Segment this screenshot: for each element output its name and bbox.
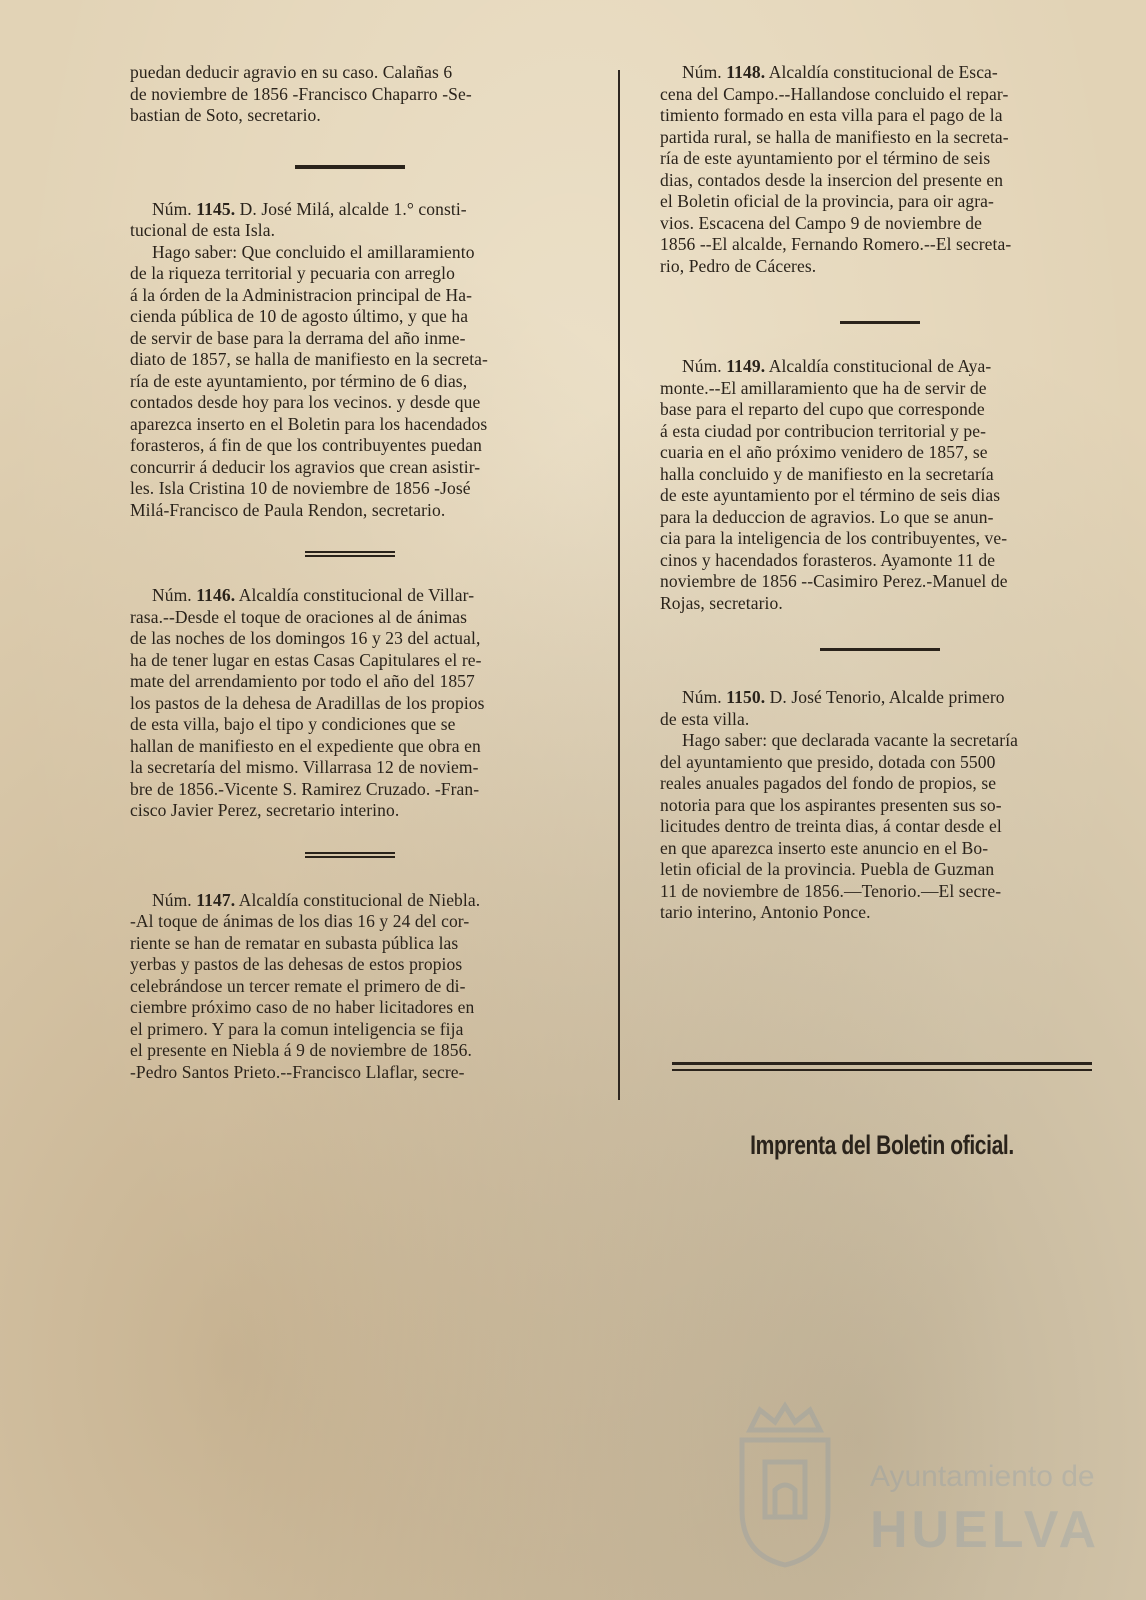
notice-line: bastian de Soto, secretario. (130, 105, 321, 125)
notice-line: cuaria en el año próximo venidero de 1857, se (660, 442, 988, 462)
notice-line: la secretaría del mismo. Villarrasa 12 de noviem- (130, 757, 479, 777)
notice-line: del ayuntamiento que presido, dotada con 5500 (660, 751, 996, 772)
notice-number-label: Núm. (152, 889, 192, 910)
notice-line: diato de 1857, se halla de manifiesto en la secreta- (130, 349, 488, 369)
notice-line: Alcaldía constitucional de Esca- (768, 62, 998, 82)
notice-line: letin oficial de la provincia. Puebla de Guzman (660, 859, 995, 879)
column-divider (618, 70, 620, 1100)
notice-1150 (660, 687, 1100, 924)
notice-number: 1145. (196, 198, 236, 219)
notice-line: timiento formado en esta villa para el pago de la (660, 105, 1003, 125)
notice-line: el primero. Y para la comun inteligencia se fija (130, 1018, 464, 1039)
notice-line: dias, contados desde la insercion del presente en (660, 169, 1004, 190)
notice-line: ciembre próximo caso de no haber licitadores en (130, 997, 475, 1017)
notice-line: á la órden de la Administracion principal de Ha- (130, 284, 473, 305)
notice-line: Milá-Francisco de Paula Rendon, secretario. (130, 499, 446, 520)
notice-line: -Al toque de ánimas de los dias 16 y 24 del cor- (130, 911, 470, 931)
notice-number: 1147. (196, 889, 236, 910)
notice-line: -Pedro Santos Prieto.--Francisco Llaflar, secre- (130, 1061, 465, 1082)
right-column (660, 62, 1100, 924)
notice-line: de noviembre de 1856 -Francisco Chaparro -Se- (130, 83, 472, 104)
notice-line: cienda pública de 10 de agosto último, y que ha (130, 306, 469, 326)
imprint-line: Imprenta del Boletin oficial. (750, 1130, 1014, 1160)
notice-line: vios. Escacena del Campo 9 de noviembre de (660, 212, 983, 233)
watermark-line-1: Ayuntamiento de (870, 1460, 1095, 1493)
notice-line: tario interino, Antonio Ponce. (660, 902, 871, 922)
notice-line: para la deduccion de agravios. Lo que se anun- (660, 506, 994, 527)
notice-line: concurrir á deducir los agravios que crean asistir- (130, 456, 481, 477)
notice-1145 (130, 199, 570, 522)
notice-line: 1856 --El alcalde, Fernando Romero.--El secreta- (660, 234, 1012, 254)
notice-line: Alcaldía constitucional de Aya- (768, 356, 992, 376)
notice-line: Hago saber: que declarada vacante la secretaría (682, 730, 1019, 750)
notice-line: monte.--El amillaramiento que ha de servir de (660, 377, 987, 398)
notice-line: de la riqueza territorial y pecuaria con arreglo (130, 263, 455, 283)
notice-number: 1146. (196, 585, 236, 605)
notice-line: los pastos de la dehesa de Aradillas de los propios (130, 692, 485, 713)
notice-line: base para el reparto del cupo que corresponde (660, 399, 985, 419)
notice-line: halla concluido y de manifiesto en la secretaría (660, 463, 994, 484)
notice-line: 11 de noviembre de 1856.—Tenorio.—El secre- (660, 880, 1002, 901)
notice-line: ría de este ayuntamiento, por término de 6 dias, (130, 370, 468, 391)
notice-line: de esta villa. (660, 708, 750, 729)
notice-line: yerbas y pastos de las dehesas de estos propios (130, 954, 463, 974)
notice-number-label: Núm. (682, 687, 722, 707)
notice-line: partida rural, se halla de manifiesto en la secreta- (660, 126, 1009, 147)
notice-line: tucional de esta Isla. (130, 220, 276, 240)
notice-line: forasteros, á fin de que los contribuyentes puedan (130, 435, 482, 455)
notice-line: cena del Campo.--Hallandose concluido el repar- (660, 83, 1009, 104)
notice-number-label: Núm. (682, 356, 722, 376)
notice-line: riente se han de rematar en subasta pública las (130, 932, 459, 953)
notice-line: el presente en Niebla á 9 de noviembre de 1856. (130, 1040, 472, 1060)
notice-number-label: Núm. (152, 585, 192, 605)
notice-line: bre de 1856.-Vicente S. Ramirez Cruzado. -Fran- (130, 778, 480, 799)
notice-line: ha de tener lugar en estas Casas Capitulares el re- (130, 649, 482, 670)
notice-line: mate del arrendamiento por todo el año del 1857 (130, 671, 475, 691)
notice-line: de esta villa, bajo el tipo y condiciones que se (130, 714, 456, 734)
notice-line: Alcaldía constitucional de Villar- (238, 585, 475, 605)
notice-line: D. José Tenorio, Alcalde primero (769, 687, 1005, 707)
notice-line: licitudes dentro de treinta dias, á contar desde el (660, 816, 1002, 836)
notice-line: hallan de manifiesto en el expediente que obra en (130, 735, 481, 756)
notice-line: de servir de base para la derrama del año inme- (130, 327, 466, 348)
notice-line: reales anuales pagados del fondo de propios, se (660, 773, 997, 793)
notice-line: Hago saber: Que concluido el amillaramiento (152, 241, 475, 262)
archive-watermark (730, 1400, 1101, 1580)
notice-number-label: Núm. (682, 62, 722, 82)
notice-line: cia para la inteligencia de los contribuyentes, ve- (660, 528, 1008, 548)
notice-line: Rojas, secretario. (660, 592, 783, 613)
notice-line: cinos y hacendados forasteros. Ayamonte 11 de (660, 549, 996, 570)
notice-line: en que aparezca inserto este anuncio en el Bo- (660, 837, 989, 858)
notice-line: de las noches de los domingos 16 y 23 del actual, (130, 628, 481, 648)
notice-line: rio, Pedro de Cáceres. (660, 255, 817, 276)
notice-line: D. José Milá, alcalde 1.° consti- (239, 198, 467, 219)
notice-line: puedan deducir agravio en su caso. Calañas 6 (130, 62, 453, 82)
notice-line: de este ayuntamiento por el término de seis dias (660, 485, 1001, 505)
notice-line: aparezca inserto en el Boletin para los hacendados (130, 413, 488, 434)
notice-continuation (130, 62, 570, 127)
coat-of-arms-icon (730, 1400, 840, 1570)
notice-line: notoria para que los aspirantes presenten sus so- (660, 794, 1002, 815)
notice-line: les. Isla Cristina 10 de noviembre de 1856 -José (130, 478, 471, 498)
notice-number: 1150. (726, 687, 766, 707)
notice-1146 (130, 585, 570, 822)
notice-line: contados desde hoy para los vecinos. y desde que (130, 392, 481, 412)
notice-line: ría de este ayuntamiento por el término de seis (660, 148, 991, 168)
notice-1149 (660, 356, 1100, 614)
notice-line: á esta ciudad por contribucion territorial y pe- (660, 420, 986, 441)
notice-line: el Boletin oficial de la provincia, para oir agra- (660, 191, 994, 211)
notice-line: Alcaldía constitucional de Niebla. (238, 889, 481, 910)
notice-1148 (660, 62, 1100, 277)
end-rule (672, 1062, 1092, 1071)
notice-line: cisco Javier Perez, secretario interino. (130, 800, 400, 820)
notice-line: noviembre de 1856 --Casimiro Perez.-Manuel de (660, 571, 1008, 591)
notice-1147 (130, 890, 570, 1084)
notice-number: 1149. (726, 356, 766, 376)
notice-line: rasa.--Desde el toque de oraciones al de ánimas (130, 606, 468, 627)
notice-line: celebrándose un tercer remate el primero de di- (130, 975, 466, 996)
watermark-line-2: HUELVA (870, 1501, 1101, 1559)
notice-number-label: Núm. (152, 198, 192, 219)
left-column (130, 62, 570, 1083)
notice-number: 1148. (726, 62, 766, 82)
